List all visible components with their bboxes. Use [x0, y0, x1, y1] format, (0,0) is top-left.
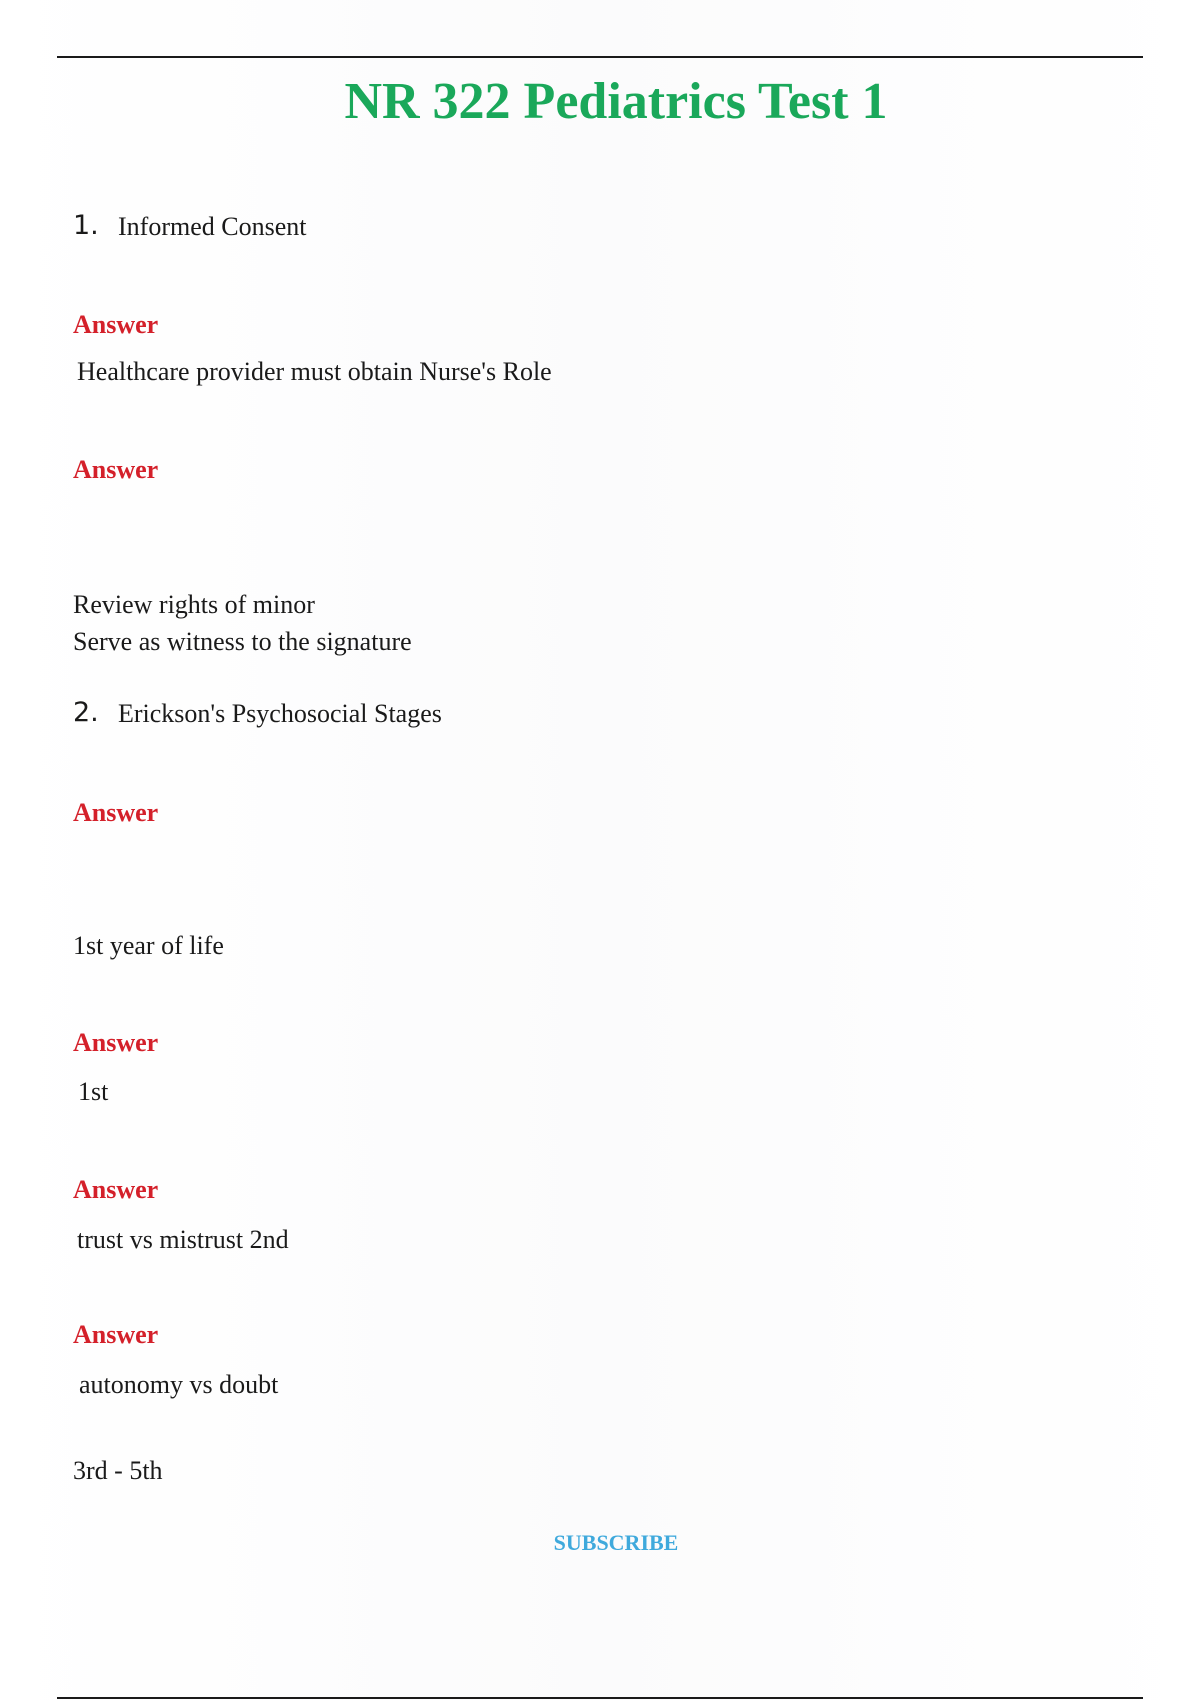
answer-text: trust vs mistrust 2nd: [77, 1225, 289, 1254]
answer-label: Answer: [73, 455, 159, 484]
answer-label: Answer: [73, 1028, 159, 1057]
answer-label: Answer: [73, 1175, 159, 1204]
answer-label: Answer: [73, 798, 159, 827]
answer-text: 1st: [78, 1077, 109, 1106]
answer-text: 1st year of life: [73, 931, 224, 960]
answer-text: Serve as witness to the signature: [73, 627, 412, 656]
answer-label: Answer: [73, 310, 159, 339]
question-text: Informed Consent: [118, 212, 307, 241]
answer-text: autonomy vs doubt: [79, 1370, 279, 1399]
answer-text: Review rights of minor: [73, 590, 315, 619]
trailing-text: 3rd - 5th: [73, 1456, 163, 1485]
subscribe-link[interactable]: SUBSCRIBE: [553, 1530, 679, 1555]
answer-text: Healthcare provider must obtain Nurse's Role: [77, 357, 552, 386]
page-title: NR 322 Pediatrics Test 1: [344, 73, 888, 130]
bottom-rule: [57, 1697, 1143, 1699]
question-number: 1.: [73, 210, 99, 241]
answer-label: Answer: [73, 1320, 159, 1349]
top-rule: [57, 56, 1143, 58]
question-text: Erickson's Psychosocial Stages: [118, 699, 442, 728]
question-number: 2.: [73, 697, 99, 728]
